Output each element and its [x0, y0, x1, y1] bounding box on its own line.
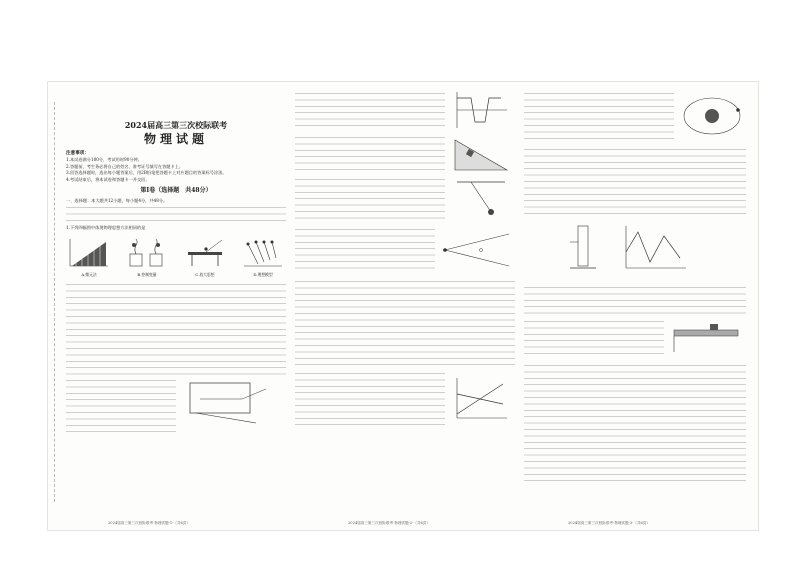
notice-item: 3.回答选择题时，选出每小题答案后，用2B铅笔把答题卡上对应题目的答案标号涂黑。 — [66, 170, 227, 176]
figure-d — [240, 236, 286, 279]
text-block — [524, 284, 746, 314]
text-block — [66, 204, 286, 223]
q10-block — [524, 90, 746, 142]
q12-diagram — [670, 322, 742, 354]
section-title: 第Ⅰ卷（选择题 共48分） — [140, 187, 212, 195]
notice-heading: 注意事项： — [66, 151, 89, 156]
q9-graph — [451, 374, 511, 424]
q1-figures — [66, 236, 286, 279]
q3-diagram — [186, 379, 276, 429]
question-1: 1.下列四幅图中体现物理思想方法相同的是 — [66, 225, 146, 231]
notice-item: 2.答题前，考生务必将自己的姓名、准考证号填写在答题卡上。 — [66, 163, 184, 169]
figure-label: C.放大思想 — [195, 272, 215, 278]
figure-c — [182, 236, 228, 279]
q9-block — [295, 370, 515, 430]
column-2 — [295, 90, 515, 518]
section-intro: 一、选择题：本大题共12小题，每小题4分，共48分。 — [66, 198, 168, 204]
page-footer: 2024届高三第三次校际联考·物理试题-3-（共6页） — [568, 521, 650, 525]
notice-item: 4.考试结束后，将本试卷和答题卡一并交回。 — [66, 176, 150, 182]
figure-label: A.微元法 — [81, 272, 97, 278]
q5-block — [295, 134, 515, 172]
figure-b — [124, 236, 170, 279]
page-footer: 2024届高三第三次校际联考·物理试题-2-（共6页） — [348, 521, 430, 525]
q4-graph — [451, 90, 511, 130]
q3-figure-area — [66, 377, 286, 437]
q6-diagram — [451, 178, 511, 220]
exam-sheet — [48, 82, 758, 530]
text-block — [295, 278, 515, 366]
text-block — [524, 146, 746, 218]
q7-diagram — [441, 230, 513, 270]
q6-block — [295, 176, 515, 222]
figure-label: B.控制变量 — [137, 272, 157, 278]
figure-a — [66, 236, 112, 279]
exam-title: 2024届高三第三次校际联考 — [124, 120, 228, 130]
q11-figure-a — [564, 222, 604, 278]
binding-line — [54, 102, 55, 502]
q11-block — [524, 222, 746, 280]
q7-block — [295, 226, 515, 274]
column-1 — [66, 90, 286, 518]
figure-label: D.理想模型 — [253, 272, 273, 278]
q4-block — [295, 90, 515, 130]
q5-diagram — [451, 134, 511, 172]
exam-subject: 物理试题 — [143, 132, 208, 146]
notice-item: 1.本试卷满分100分，考试用时90分钟。 — [66, 157, 142, 163]
page-footer: 2024届高三第三次校际联考·物理试题-1-（共6页） — [108, 521, 190, 525]
q11-figure-b — [620, 222, 690, 278]
text-block — [524, 362, 746, 482]
q10-orbit-diagram — [680, 90, 744, 140]
column-3 — [524, 90, 746, 518]
q12-block — [524, 318, 746, 358]
text-block — [66, 281, 286, 377]
